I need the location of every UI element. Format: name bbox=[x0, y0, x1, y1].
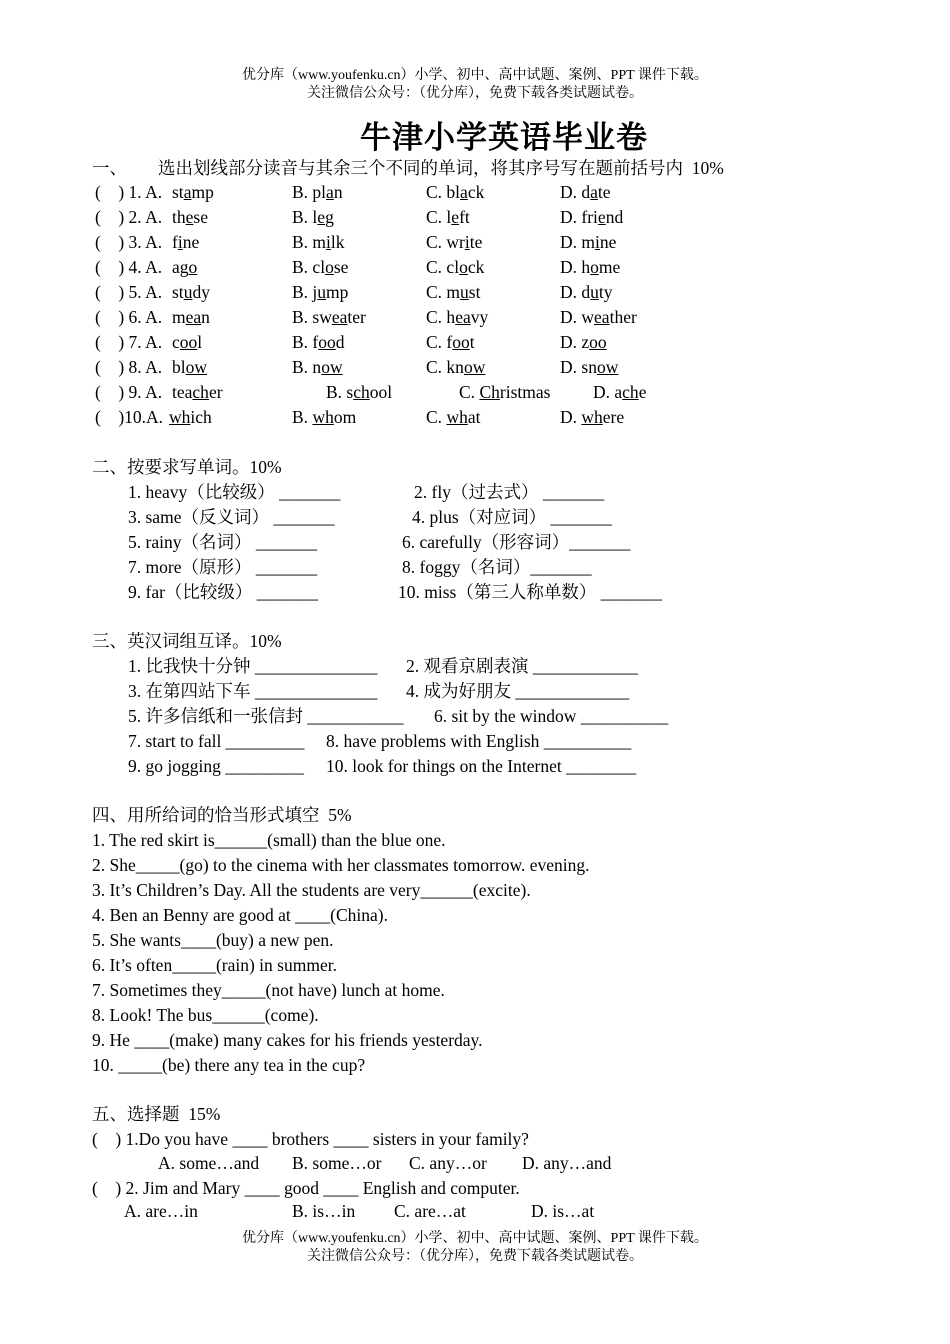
section5-question-1: ( ) 1.Do you have ____ brothers ____ sisters in your family? bbox=[92, 1129, 529, 1149]
underlined-letters: wh bbox=[446, 407, 468, 427]
question-row bbox=[95, 407, 795, 429]
word-part: d bbox=[335, 332, 345, 352]
word-part: D. d bbox=[560, 182, 591, 202]
option-b bbox=[292, 207, 334, 228]
word-part: C. cl bbox=[426, 257, 460, 277]
option-b: B. some…or bbox=[292, 1153, 382, 1173]
underlined-letters: ea bbox=[185, 307, 202, 327]
underlined-letters: e bbox=[451, 207, 460, 227]
section3-item: 8. have problems with English __________ bbox=[326, 731, 632, 751]
option-a bbox=[172, 332, 202, 353]
word-part: ich bbox=[190, 407, 212, 427]
underlined-letters: ow bbox=[321, 357, 343, 377]
word-part: lk bbox=[330, 232, 345, 252]
option-b bbox=[326, 382, 392, 403]
option-a bbox=[172, 357, 207, 378]
question-number: ( ) 7. A. bbox=[95, 332, 167, 352]
word-part: D. d bbox=[560, 282, 591, 302]
word-part: se bbox=[333, 257, 349, 277]
section2-item: 10. miss（第三人称单数） _______ bbox=[398, 582, 662, 602]
option-b bbox=[292, 332, 345, 353]
word-part: st bbox=[172, 282, 184, 302]
option-d bbox=[560, 257, 620, 278]
underlined-letters: u bbox=[590, 282, 599, 302]
section4-title: 四、用所给词的恰当形式填空 5% bbox=[92, 805, 352, 825]
word-part: n bbox=[201, 307, 210, 327]
option-a bbox=[172, 257, 197, 278]
page-header-line1: 优分库（www.youfenku.cn）小学、初中、高中试题、案例、PPT 课件下载。 bbox=[242, 68, 708, 83]
section3-item: 5. 许多信纸和一张信封 ___________ bbox=[128, 706, 404, 726]
option-b: B. is…in bbox=[292, 1201, 356, 1221]
section2-item: 2. fly（过去式） _______ bbox=[414, 482, 605, 502]
section3-title: 三、英汉词组互译。10% bbox=[92, 631, 282, 651]
option-d bbox=[560, 207, 623, 228]
word-part: C. bbox=[459, 382, 480, 402]
option-a: A. some…and bbox=[158, 1153, 260, 1173]
word-part: D. a bbox=[593, 382, 623, 402]
word-part: D. h bbox=[560, 257, 591, 277]
question-number: ( ) 6. A. bbox=[95, 307, 167, 327]
section3-item: 6. sit by the window __________ bbox=[434, 706, 669, 726]
option-a bbox=[172, 232, 199, 253]
option-d bbox=[560, 357, 618, 378]
section3-item: 2. 观看京剧表演 ____________ bbox=[406, 656, 638, 676]
option-c bbox=[426, 282, 480, 303]
word-part: st bbox=[172, 182, 184, 202]
word-part: B. cl bbox=[292, 257, 326, 277]
option-c bbox=[426, 307, 488, 328]
word-part: C. kn bbox=[426, 357, 464, 377]
word-part: ther bbox=[609, 307, 637, 327]
section2-title: 二、按要求写单词。10% bbox=[92, 457, 282, 477]
question-row bbox=[95, 307, 795, 329]
section3-item: 9. go jogging _________ bbox=[128, 756, 304, 776]
page-footer-line1: 优分库（www.youfenku.cn）小学、初中、高中试题、案例、PPT 课件下载。 bbox=[242, 1231, 708, 1246]
word-part: m bbox=[172, 307, 186, 327]
option-a: A. are…in bbox=[124, 1201, 198, 1221]
section3-item: 10. look for things on the Internet ________ bbox=[326, 756, 637, 776]
word-part: me bbox=[598, 257, 621, 277]
word-part: er bbox=[208, 382, 223, 402]
option-b bbox=[292, 282, 348, 303]
word-part: vy bbox=[470, 307, 489, 327]
option-b bbox=[292, 407, 356, 428]
underlined-letters: u bbox=[183, 282, 193, 302]
option-b bbox=[292, 357, 343, 378]
option-b bbox=[292, 307, 366, 328]
underlined-letters: e bbox=[597, 207, 606, 227]
section4-item: 6. It’s often_____(rain) in summer. bbox=[92, 955, 337, 975]
word-part: C. bbox=[426, 407, 447, 427]
word-part: ag bbox=[172, 257, 189, 277]
word-part: B. s bbox=[326, 382, 354, 402]
word-part: ck bbox=[467, 182, 485, 202]
page-title: 牛津小学英语毕业卷 bbox=[360, 120, 648, 156]
option-c bbox=[426, 357, 485, 378]
word-part: t bbox=[469, 332, 475, 352]
word-part: ool bbox=[369, 382, 393, 402]
section3-item: 7. start to fall _________ bbox=[128, 731, 305, 751]
underlined-letters: ow bbox=[463, 357, 486, 377]
option-d bbox=[593, 382, 646, 403]
option-b bbox=[292, 182, 343, 203]
option-d bbox=[560, 332, 607, 353]
word-part: ristmas bbox=[499, 382, 551, 402]
question-number: ( ) 3. A. bbox=[95, 232, 167, 252]
question-number: ( ) 4. A. bbox=[95, 257, 167, 277]
word-part: n bbox=[333, 182, 343, 202]
section2-item: 8. foggy（名词）_______ bbox=[402, 557, 592, 577]
option-c: C. are…at bbox=[394, 1201, 466, 1221]
underlined-letters: a bbox=[460, 182, 468, 202]
word-part: B. l bbox=[292, 207, 318, 227]
question-number: ( ) 9. A. bbox=[95, 382, 167, 402]
section4-item: 1. The red skirt is______(small) than the blue one. bbox=[92, 830, 446, 850]
word-part: c bbox=[172, 332, 180, 352]
underlined-letters: a bbox=[326, 182, 334, 202]
question-number: ( ) 8. A. bbox=[95, 357, 167, 377]
word-part: e bbox=[638, 382, 647, 402]
underlined-letters: o bbox=[325, 257, 334, 277]
underlined-letters: e bbox=[317, 207, 326, 227]
section4-item: 7. Sometimes they_____(not have) lunch at home. bbox=[92, 980, 445, 1000]
underlined-letters: a bbox=[590, 182, 598, 202]
word-part: ty bbox=[598, 282, 613, 302]
section4-item: 5. She wants____(buy) a new pen. bbox=[92, 930, 334, 950]
option-c: C. any…or bbox=[409, 1153, 487, 1173]
word-part: B. m bbox=[292, 232, 327, 252]
question-row bbox=[95, 382, 795, 404]
section3-item: 1. 比我快十分钟 ______________ bbox=[128, 656, 378, 676]
option-c bbox=[426, 232, 482, 253]
underlined-letters: ch bbox=[192, 382, 209, 402]
question-row bbox=[95, 357, 795, 379]
word-part: B. sw bbox=[292, 307, 332, 327]
question-row bbox=[95, 332, 795, 354]
underlined-letters: o bbox=[188, 257, 198, 277]
section4-item: 3. It’s Children’s Day. All the students are very______(excite). bbox=[92, 880, 531, 900]
word-part: ne bbox=[599, 232, 617, 252]
underlined-letters: ch bbox=[622, 382, 639, 402]
section1-title: 选出划线部分读音与其余三个不同的单词，将其序号写在题前括号内 10% bbox=[158, 158, 724, 178]
option-d bbox=[560, 307, 637, 328]
option-d bbox=[560, 282, 613, 303]
option-b bbox=[292, 232, 345, 253]
word-part: C. h bbox=[426, 307, 456, 327]
underlined-letters: ch bbox=[353, 382, 370, 402]
section2-item: 9. far（比较级） _______ bbox=[128, 582, 319, 602]
word-part: D. sn bbox=[560, 357, 597, 377]
word-part: ft bbox=[459, 207, 470, 227]
word-part: B. f bbox=[292, 332, 319, 352]
question-row bbox=[95, 232, 795, 254]
question-number: ( ) 2. A. bbox=[95, 207, 167, 227]
section2-item: 3. same（反义词） _______ bbox=[128, 507, 335, 527]
underlined-letters: e bbox=[185, 207, 194, 227]
word-part: ne bbox=[182, 232, 200, 252]
word-part: D. z bbox=[560, 332, 590, 352]
section3-item: 3. 在第四站下车 ______________ bbox=[128, 681, 378, 701]
word-part: st bbox=[468, 282, 481, 302]
underlined-letters: i bbox=[595, 232, 600, 252]
word-part: se bbox=[193, 207, 208, 227]
underlined-letters: i bbox=[177, 232, 183, 252]
word-part: B. pl bbox=[292, 182, 327, 202]
option-c bbox=[426, 207, 470, 228]
word-part: D. fri bbox=[560, 207, 598, 227]
underlined-letters: Ch bbox=[479, 382, 500, 402]
question-number: ( ) 5. A. bbox=[95, 282, 167, 302]
section3-item: 4. 成为好朋友 _____________ bbox=[406, 681, 630, 701]
underlined-letters: ow bbox=[596, 357, 619, 377]
underlined-letters: oo bbox=[318, 332, 336, 352]
section1-number: 一、 bbox=[92, 158, 127, 178]
section2-item: 5. rainy（名词） _______ bbox=[128, 532, 318, 552]
word-part: C. l bbox=[426, 207, 452, 227]
underlined-letters: ea bbox=[455, 307, 471, 327]
underlined-letters: u bbox=[460, 282, 469, 302]
section4-item: 2. She_____(go) to the cinema with her classmates tomorrow. evening. bbox=[92, 855, 590, 875]
question-row bbox=[95, 182, 795, 204]
word-part: te bbox=[597, 182, 611, 202]
section2-item: 6. carefully（形容词）_______ bbox=[402, 532, 631, 552]
page-header-line2: 关注微信公众号：（优分库），免费下载各类试题试卷。 bbox=[307, 86, 643, 101]
option-d bbox=[560, 182, 611, 203]
option-a bbox=[172, 182, 214, 203]
question-number: ( )10.A. bbox=[95, 407, 164, 427]
word-part: g bbox=[325, 207, 334, 227]
word-part: D. m bbox=[560, 232, 595, 252]
option-c bbox=[459, 382, 550, 403]
word-part: mp bbox=[326, 282, 349, 302]
word-part: te bbox=[469, 232, 483, 252]
option-c bbox=[426, 332, 475, 353]
word-part: C. bl bbox=[426, 182, 461, 202]
section4-item: 10. _____(be) there any tea in the cup? bbox=[92, 1055, 366, 1075]
underlined-letters: wh bbox=[312, 407, 334, 427]
word-part: B. j bbox=[292, 282, 318, 302]
option-d bbox=[560, 407, 624, 428]
option-c bbox=[426, 407, 480, 428]
section5-question-2: ( ) 2. Jim and Mary ____ good ____ English and computer. bbox=[92, 1178, 520, 1198]
underlined-letters: ea bbox=[594, 307, 610, 327]
section2-item: 7. more（原形） _______ bbox=[128, 557, 318, 577]
underlined-letters: o bbox=[590, 257, 599, 277]
word-part: ter bbox=[347, 307, 366, 327]
word-part: ck bbox=[467, 257, 485, 277]
option-c bbox=[426, 182, 484, 203]
word-part: l bbox=[197, 332, 203, 352]
option-a bbox=[172, 207, 208, 228]
section2-item: 4. plus（对应词） _______ bbox=[412, 507, 612, 527]
underlined-letters: wh bbox=[169, 407, 191, 427]
option-d bbox=[560, 232, 616, 253]
section4-item: 8. Look! The bus______(come). bbox=[92, 1005, 319, 1025]
underlined-letters: ow bbox=[185, 357, 208, 377]
section5-title: 五、选择题 15% bbox=[92, 1104, 221, 1124]
underlined-letters: i bbox=[326, 232, 331, 252]
underlined-letters: wh bbox=[581, 407, 603, 427]
option-a bbox=[172, 382, 223, 403]
section2-item: 1. heavy（比较级） _______ bbox=[128, 482, 341, 502]
option-d: D. any…and bbox=[522, 1153, 612, 1173]
option-d: D. is…at bbox=[531, 1201, 595, 1221]
word-part: mp bbox=[191, 182, 214, 202]
underlined-letters: oo bbox=[452, 332, 470, 352]
word-part: dy bbox=[192, 282, 210, 302]
underlined-letters: u bbox=[317, 282, 327, 302]
word-part: om bbox=[333, 407, 357, 427]
word-part: tea bbox=[172, 382, 193, 402]
page-footer-line2: 关注微信公众号：（优分库），免费下载各类试题试卷。 bbox=[307, 1249, 643, 1264]
option-a bbox=[169, 407, 212, 428]
option-a bbox=[172, 282, 210, 303]
word-part: D. bbox=[560, 407, 582, 427]
question-row bbox=[95, 282, 795, 304]
word-part: at bbox=[467, 407, 481, 427]
word-part: ere bbox=[602, 407, 625, 427]
underlined-letters: i bbox=[464, 232, 470, 252]
underlined-letters: ea bbox=[331, 307, 348, 327]
word-part: bl bbox=[172, 357, 186, 377]
question-row bbox=[95, 207, 795, 229]
section4-item: 4. Ben an Benny are good at ____(China). bbox=[92, 905, 388, 925]
option-c bbox=[426, 257, 484, 278]
section4-item: 9. He ____(make) many cakes for his friends yesterday. bbox=[92, 1030, 483, 1050]
question-number: ( ) 1. A. bbox=[95, 182, 167, 202]
word-part: C. f bbox=[426, 332, 453, 352]
word-part: f bbox=[172, 232, 178, 252]
word-part: D. w bbox=[560, 307, 595, 327]
underlined-letters: o bbox=[459, 257, 468, 277]
word-part: th bbox=[172, 207, 186, 227]
word-part: C. m bbox=[426, 282, 461, 302]
underlined-letters: oo bbox=[589, 332, 607, 352]
word-part: C. wr bbox=[426, 232, 465, 252]
option-a bbox=[172, 307, 210, 328]
option-b bbox=[292, 257, 348, 278]
question-row bbox=[95, 257, 795, 279]
word-part: B. n bbox=[292, 357, 322, 377]
word-part: nd bbox=[605, 207, 624, 227]
underlined-letters: a bbox=[183, 182, 192, 202]
word-part: B. bbox=[292, 407, 313, 427]
underlined-letters: oo bbox=[179, 332, 198, 352]
